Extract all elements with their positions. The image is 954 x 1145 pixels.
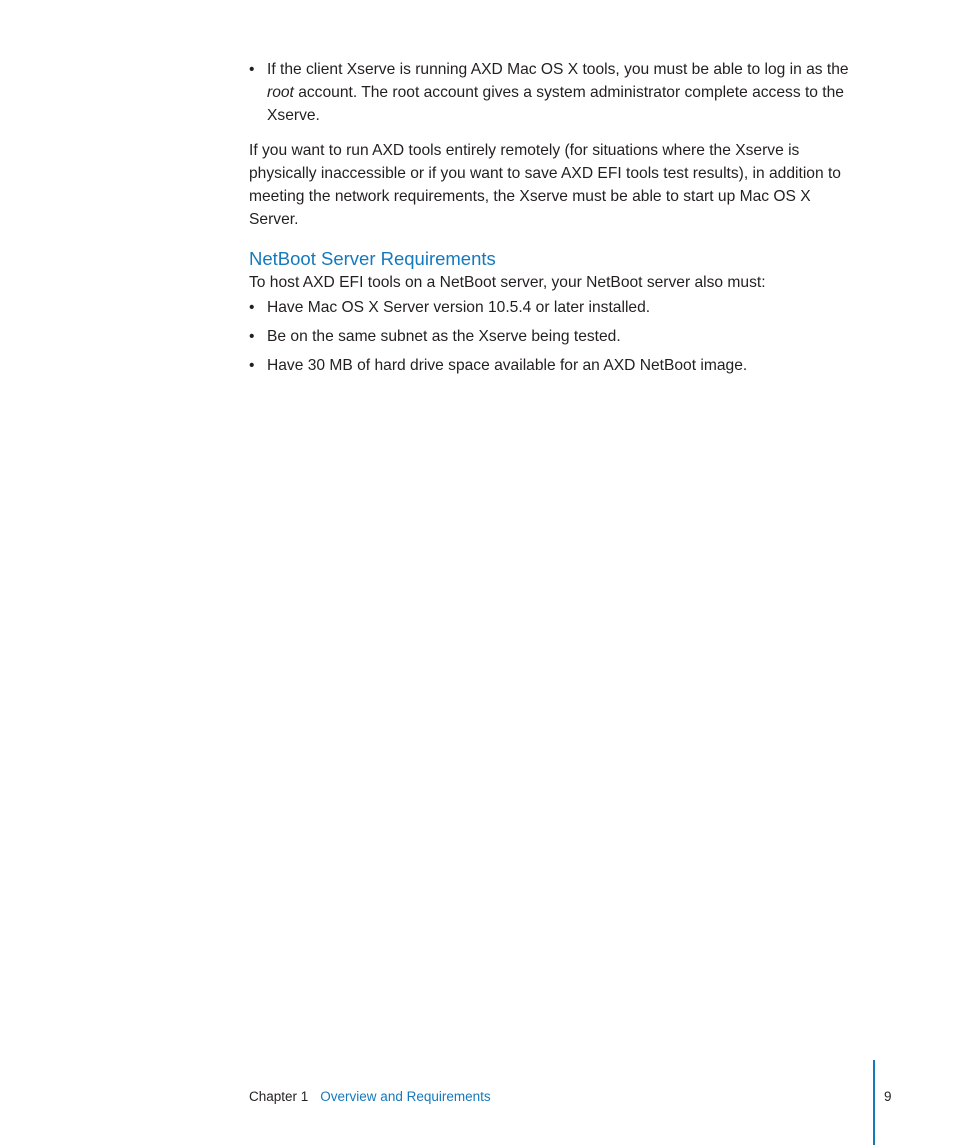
bullet-text-end: account. The root account gives a system administrator complete access to the Xserve.: [267, 84, 844, 124]
section-intro: To host AXD EFI tools on a NetBoot server, your NetBoot server also must:: [249, 274, 766, 291]
page-number: 9: [884, 1089, 892, 1104]
root-emphasis: root: [267, 84, 294, 101]
chapter-title: Overview and Requirements: [320, 1089, 491, 1104]
bullet-marker: •: [249, 61, 255, 78]
list-item: [249, 354, 859, 377]
page-content: [249, 58, 859, 383]
bullet-marker: •: [249, 328, 255, 345]
requirements-list: [249, 296, 859, 377]
root-account-bullet: [249, 58, 859, 127]
bullet-text-start: If the client Xserve is running AXD Mac OS X tools, you must be able to log in as the: [267, 61, 849, 78]
list-item-text: Have Mac OS X Server version 10.5.4 or later installed.: [267, 299, 651, 316]
bullet-marker: •: [249, 357, 255, 374]
list-item: [249, 296, 859, 319]
list-item: [249, 325, 859, 348]
list-item-text: Have 30 MB of hard drive space available for an AXD NetBoot image.: [267, 357, 748, 374]
section-heading: NetBoot Server Requirements: [249, 248, 496, 269]
page-footer: [249, 1088, 491, 1106]
footer-divider: [873, 1060, 875, 1145]
remote-tools-paragraph: If you want to run AXD tools entirely remotely (for situations where the Xserve is physically inaccessible or if you want to save AXD EFI tools test results), in addition to meeting the network requirements, the Xserve must be able to start up Mac OS X Server.: [249, 142, 841, 228]
list-item-text: Be on the same subnet as the Xserve being tested.: [267, 328, 621, 345]
chapter-label: Chapter 1: [249, 1089, 309, 1104]
bullet-marker: •: [249, 299, 255, 316]
